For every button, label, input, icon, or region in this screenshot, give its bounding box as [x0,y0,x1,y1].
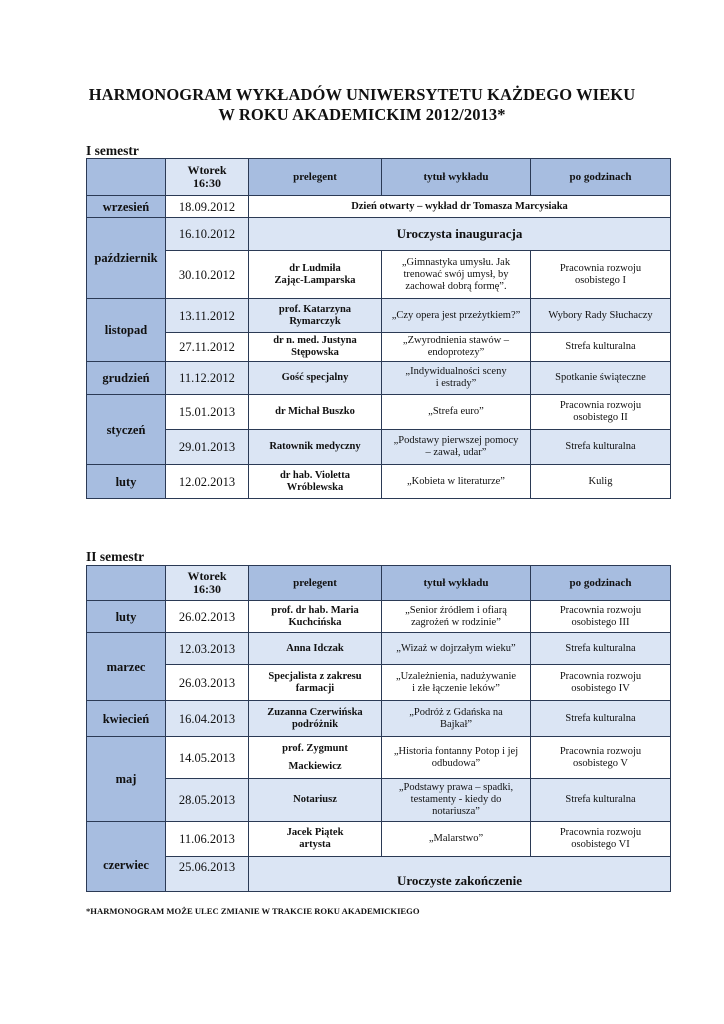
speaker-cell: Gość specjalny [249,362,382,395]
lecture-line: testamenty - kiedy do [410,794,502,805]
lecture-line: „Gimnastyka umysłu. Jak [401,256,511,268]
speaker-line: prof. dr hab. Maria [271,604,359,616]
lecture-cell: „Strefa euro” [382,395,531,430]
after-hours-cell: Strefa kulturalna [531,701,671,737]
after-line: Pracownia rozwoju [559,262,642,274]
after-hours-cell: Wybory Rady Słuchaczy [531,299,671,333]
semester-1-table [86,158,671,499]
table-row [87,857,671,892]
page-title [0,85,724,125]
lecture-line: – zawał, udar” [425,447,487,458]
speaker-line: dr Ludmiła [289,262,341,274]
table-row [87,430,671,465]
speaker-line: artysta [299,839,331,850]
month-cell: luty [87,465,166,499]
lecture-line: i estrady” [435,378,477,389]
date-cell: 14.05.2013 [166,737,249,779]
title-line-2: W ROKU AKADEMICKIM 2012/2013* [218,105,506,124]
speaker-cell: Notariusz [249,779,382,822]
speaker-cell: Ratownik medyczny [249,430,382,465]
speaker-cell: Anna Idczak [249,633,382,665]
date-cell: 12.02.2013 [166,465,249,499]
date-cell: 15.01.2013 [166,395,249,430]
speaker-line: Wróblewska [286,481,344,493]
event-cell: Dzień otwarty – wykład dr Tomasza Marcysiaka [249,196,671,218]
lecture-cell [382,701,531,737]
lecture-line: i złe łączenie leków” [412,682,500,694]
after-line: Pracownia rozwoju [559,745,642,757]
header-month-cell [87,566,166,601]
lecture-line: „Senior źródłem i ofiarą [405,604,507,616]
speaker-line: Jacek Piątek [286,827,344,838]
lecture-cell [382,251,531,299]
header-month-cell [87,159,166,196]
date-cell: 16.04.2013 [166,701,249,737]
header-lecture: tytuł wykładu [382,566,531,601]
lecture-cell [382,601,531,633]
date-cell: 29.01.2013 [166,430,249,465]
date-cell: 11.06.2013 [166,822,249,857]
semester-1-label: I semestr [86,143,139,158]
speaker-line: dr n. med. Justyna [273,335,357,346]
header-speaker: prelegent [249,159,382,196]
lecture-line: zagrożeń w rodzinie” [411,616,501,628]
lecture-line: trenować swój umysł, by [403,268,509,280]
table-row [87,196,671,218]
month-cell: grudzień [87,362,166,395]
after-line: osobistego II [573,412,628,423]
speaker-cell [249,701,382,737]
date-cell: 11.12.2012 [166,362,249,395]
speaker-cell [249,737,382,779]
speaker-cell [249,465,382,499]
table-row [87,779,671,822]
date-cell: 28.05.2013 [166,779,249,822]
month-cell: maj [87,737,166,822]
lecture-cell [382,333,531,362]
date-cell: 30.10.2012 [166,251,249,299]
header-day-cell [166,159,249,196]
date-cell: 13.11.2012 [166,299,249,333]
lecture-line: „Podróż z Gdańska na [409,706,503,718]
after-hours-cell [531,251,671,299]
after-line: Pracownia rozwoju [559,400,642,411]
table-header-row [87,159,671,196]
lecture-line: „Historia fontanny Potop i jej [393,745,519,757]
semester-2-table [86,565,671,892]
lecture-line: zachował dobrą formę”. [405,280,507,292]
date-cell: 25.06.2013 [166,857,249,892]
header-day: Wtorek [187,569,227,583]
after-hours-cell [531,737,671,779]
after-line: Pracownia rozwoju [559,670,642,682]
header-day-cell [166,566,249,601]
date-cell: 26.03.2013 [166,665,249,701]
title-line-1: HARMONOGRAM WYKŁADÓW UNIWERSYTETU KAŻDEGO WIEKU [88,85,636,104]
month-cell: listopad [87,299,166,362]
month-cell: luty [87,601,166,633]
lecture-cell: „Kobieta w literaturze” [382,465,531,499]
speaker-line: podróżnik [291,718,339,730]
speaker-cell [249,822,382,857]
lecture-line: endoprotezy” [427,347,485,358]
date-cell: 12.03.2013 [166,633,249,665]
after-hours-cell: Strefa kulturalna [531,430,671,465]
semester-2-label: II semestr [86,549,145,564]
speaker-line: Zuzanna Czerwińska [267,706,363,718]
header-after-hours: po godzinach [531,159,671,196]
month-cell: kwiecień [87,701,166,737]
table-row [87,218,671,251]
speaker-line: Specjalista z zakresu [268,670,362,682]
lecture-cell: „Czy opera jest przeżytkiem?” [382,299,531,333]
speaker-line: Mackiewicz [288,760,342,772]
after-hours-cell [531,395,671,430]
month-cell: październik [87,218,166,299]
after-hours-cell [531,665,671,701]
lecture-line: notariusza” [432,806,480,817]
speaker-cell: dr Michał Buszko [249,395,382,430]
after-line: osobistego I [574,274,627,286]
speaker-cell [249,299,382,333]
date-cell: 18.09.2012 [166,196,249,218]
speaker-line: Stępowska [291,347,339,358]
after-hours-cell [531,822,671,857]
table-row [87,395,671,430]
speaker-line: dr hab. Violetta [279,469,351,481]
speaker-cell [249,665,382,701]
speaker-line: Rymarczyk [289,315,341,327]
speaker-cell [249,251,382,299]
after-line: osobistego VI [571,839,630,850]
date-cell: 16.10.2012 [166,218,249,251]
table-row [87,633,671,665]
lecture-line: „Zwyrodnienia stawów – [402,335,510,346]
table-header-row [87,566,671,601]
speaker-line: farmacji [295,682,335,694]
lecture-line: „Podstawy prawa – spadki, [398,782,514,793]
lecture-line: „Podstawy pierwszej pomocy [393,435,519,446]
month-cell: marzec [87,633,166,701]
header-speaker: prelegent [249,566,382,601]
lecture-line: „Indywidualności sceny [405,366,507,377]
header-day: Wtorek [187,163,227,177]
date-cell: 26.02.2013 [166,601,249,633]
lecture-cell [382,362,531,395]
table-row [87,362,671,395]
speaker-line: Kuchcińska [288,616,342,628]
after-line: osobistego V [573,757,628,769]
table-row [87,299,671,333]
lecture-line: odbudowa” [431,757,481,769]
after-line: Pracownia rozwoju [559,604,642,616]
lecture-line: „Uzależnienia, nadużywanie [395,670,517,682]
after-hours-cell [531,601,671,633]
month-cell: czerwiec [87,822,166,892]
after-line: Pracownia rozwoju [559,827,642,838]
event-cell: Uroczysta inauguracja [249,218,671,251]
footnote: *HARMONOGRAM MOŻE ULEC ZMIANIE W TRAKCIE ROKU AKADEMICKIEGO [86,906,420,916]
lecture-cell [382,665,531,701]
lecture-cell: „Malarstwo” [382,822,531,857]
table-row [87,701,671,737]
month-cell: styczeń [87,395,166,465]
speaker-line: prof. Katarzyna [278,303,352,315]
table-row [87,601,671,633]
speaker-line: Zając-Lamparska [274,274,356,286]
header-time: 16:30 [193,176,221,190]
table-row [87,251,671,299]
after-hours-cell: Strefa kulturalna [531,633,671,665]
month-cell: wrzesień [87,196,166,218]
after-hours-cell: Strefa kulturalna [531,333,671,362]
table-row [87,465,671,499]
lecture-cell [382,430,531,465]
lecture-line: Bajkał” [439,718,473,730]
date-cell: 27.11.2012 [166,333,249,362]
lecture-cell [382,779,531,822]
table-row [87,333,671,362]
speaker-cell [249,333,382,362]
speaker-line: prof. Zygmunt [282,742,348,754]
after-hours-cell: Spotkanie świąteczne [531,362,671,395]
header-lecture: tytuł wykładu [382,159,531,196]
table-row [87,665,671,701]
after-line: osobistego IV [571,682,630,694]
header-time: 16:30 [193,582,221,596]
event-cell: Uroczyste zakończenie [249,857,671,892]
after-line: osobistego III [571,616,630,628]
table-row [87,822,671,857]
after-hours-cell: Strefa kulturalna [531,779,671,822]
table-row [87,737,671,779]
speaker-cell [249,601,382,633]
lecture-cell: „Wizaż w dojrzałym wieku” [382,633,531,665]
header-after-hours: po godzinach [531,566,671,601]
after-hours-cell: Kulig [531,465,671,499]
lecture-cell [382,737,531,779]
